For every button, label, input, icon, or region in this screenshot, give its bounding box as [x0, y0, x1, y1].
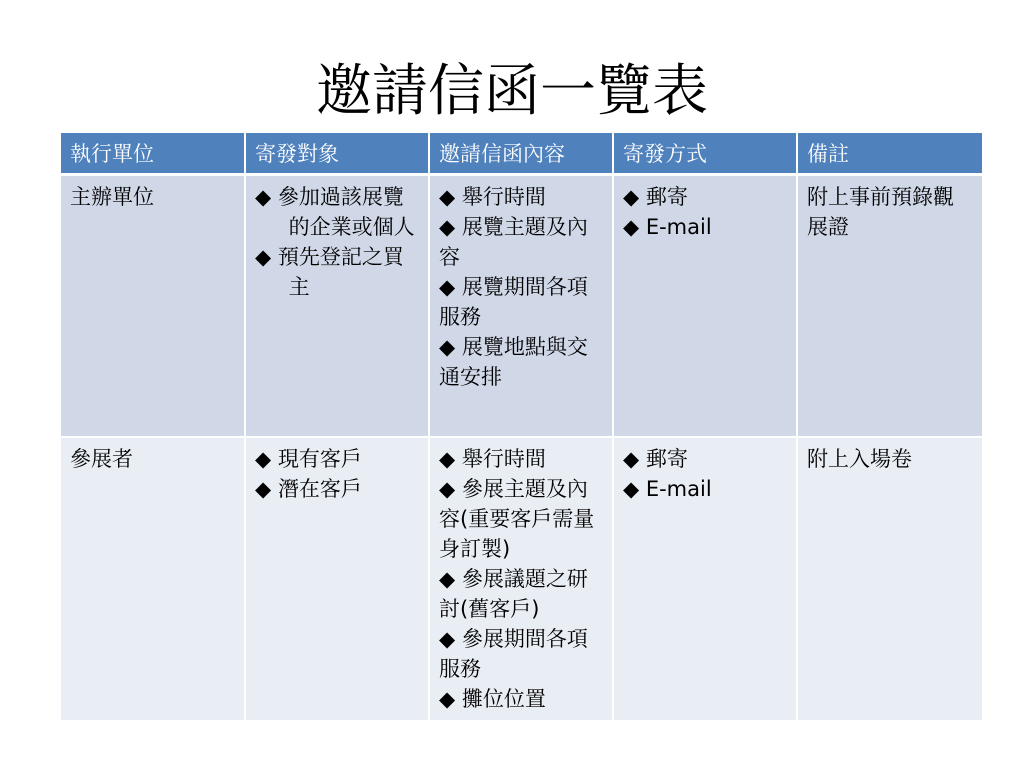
header-content: 邀請信函內容: [429, 133, 613, 175]
list-item: ◆ 郵寄: [623, 185, 688, 209]
list-item: ◆ 參展主題及內容(重要客戶需量身訂製): [439, 477, 595, 561]
cell-targets: [245, 437, 429, 721]
list-item: ◆ 預先登記之買主: [255, 245, 404, 299]
list-item: ◆ 舉行時間: [439, 185, 546, 209]
list-item: ◆ 參展議題之研討(舊客戶): [439, 567, 588, 621]
cell-note: 附上事前預錄觀展證: [797, 175, 982, 438]
list-item: ◆ 展覽期間各項服務: [439, 275, 588, 329]
slide-title: 邀請信函一覽表: [316, 59, 708, 124]
list-item: ◆ 參展期間各項服務: [439, 627, 588, 681]
list-item: ◆ 潛在客戶: [255, 477, 362, 501]
cell-note: 附上入場卷: [797, 437, 982, 721]
list-item: ◆ 舉行時間: [439, 447, 546, 471]
header-method: 寄發方式: [613, 133, 797, 175]
table-row: [61, 437, 982, 721]
header-unit: 執行單位: [61, 133, 245, 175]
list-item: ◆ E-mail: [623, 215, 712, 239]
list-item: ◆ 參加過該展覽的企業或個人: [255, 185, 415, 239]
list-item: ◆ 郵寄: [623, 447, 688, 471]
header-targets: 寄發對象: [245, 133, 429, 175]
cell-method: [613, 175, 797, 438]
invitation-table: [61, 133, 982, 722]
header-note: 備註: [797, 133, 982, 175]
cell-unit: 主辦單位: [61, 175, 245, 438]
cell-method: [613, 437, 797, 721]
cell-unit: 參展者: [61, 437, 245, 721]
list-item: ◆ 攤位位置: [439, 687, 546, 711]
list-item: ◆ 展覽地點與交通安排: [439, 335, 588, 389]
cell-content: [429, 175, 613, 438]
cell-content: [429, 437, 613, 721]
list-item: ◆ E-mail: [623, 477, 712, 501]
table-header-row: [61, 133, 982, 175]
list-item: ◆ 現有客戶: [255, 447, 362, 471]
cell-targets: [245, 175, 429, 438]
list-item: ◆ 展覽主題及內容: [439, 215, 588, 269]
table-row: [61, 175, 982, 438]
